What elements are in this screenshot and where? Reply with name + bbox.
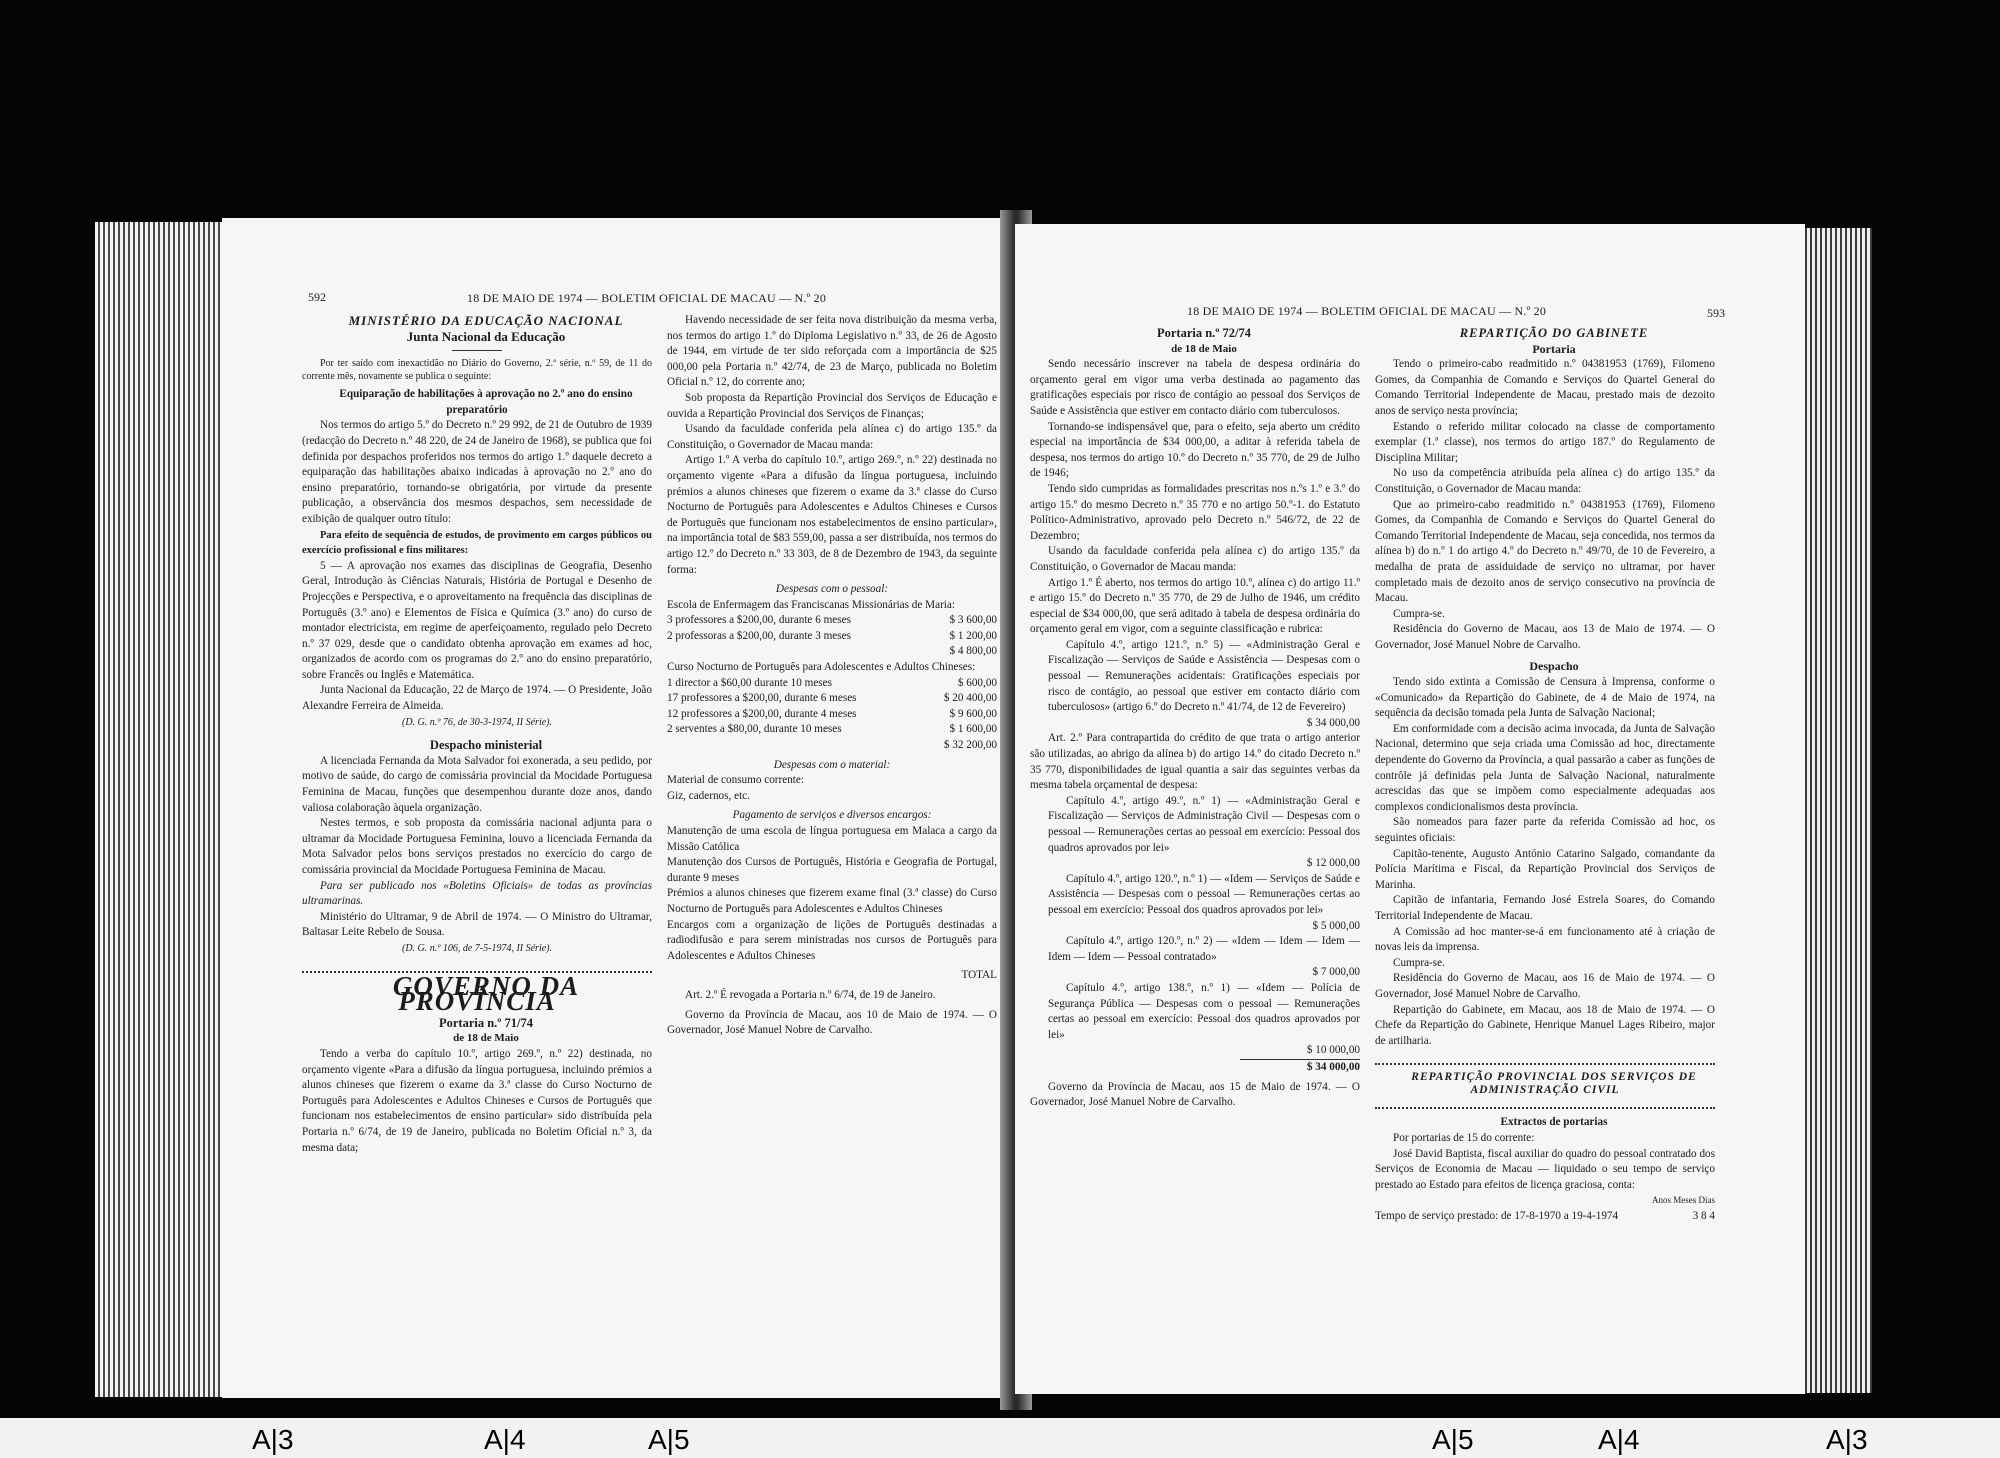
amount: $ 34 000,00 — [1306, 716, 1360, 729]
separator — [1375, 1099, 1715, 1109]
page-number: 592 — [308, 290, 326, 304]
heading: de 18 de Maio — [1171, 342, 1237, 355]
frame-marker: A|4 — [484, 1424, 526, 1455]
frame-marker: A|4 — [1598, 1424, 1640, 1455]
list-item: Manutenção de uma escola de língua portuguesa em Malaca a cargo da Missão Católica — [667, 825, 997, 853]
frame-marker: A|5 — [648, 1424, 690, 1455]
left-column-1 — [302, 313, 652, 1156]
paragraph: Material de consumo corrente: — [667, 774, 804, 787]
heading: Portaria n.º 72/74 — [1156, 326, 1252, 340]
heading: Pagamento de serviços e diversos encargos: — [732, 809, 932, 822]
paragraph: Em conformidade com a decisão acima invocada, da Junta de Salvação Nacional, determino que seja criada uma Comissão ad hoc, directamente dependente do Governo da Província, a qual passarão a caber as funções de contrôle já definidas pela Junta de Salvação Nacional, naturalmente acrescidas das que se impõem como especialmente adequadas aos complexos condicionalismos desta província. — [1375, 722, 1715, 813]
page-edges-left — [95, 222, 225, 1397]
reference: (D. G. n.º 76, de 30-3-1974, II Série). — [401, 716, 552, 728]
amount: $ 10 000,00 — [1306, 1044, 1360, 1057]
table-row: 2 professoras a $200,00, durante 3 meses $ 1 200,00 — [667, 629, 997, 642]
section-heading: REPARTIÇÃO PROVINCIAL DOS SERVIÇOS DE ADMINISTRAÇÃO CIVIL — [1411, 1071, 1697, 1097]
paragraph: Cumpra-se. — [1393, 607, 1445, 620]
paragraph: Havendo necessidade de ser feita nova distribuição da mesma verba, nos termos do artigo 1.º do Diploma Legislativo n.º 33, de 26 de Agosto de 1944, em virtude de ter sido reforçada com a importância de $25 000,00 pela Portaria n.º 42/74, de 23 de Março, publicada no Boletim Oficial n.º 12, do corrente ano; — [667, 314, 997, 389]
paragraph: A Comissão ad hoc manter-se-á em funcionamento até à criação de novas leis da imprensa. — [1375, 925, 1715, 954]
list-item: Prémios a alunos chineses que fizerem exame final (3.ª classe) do Curso Nocturno de Português para Adolescentes e Adultos Chineses — [667, 887, 997, 915]
paragraph: Sob proposta da Repartição Provincial dos Serviços de Educação e ouvida a Repartição Provincial dos Serviços de Finanças; — [667, 391, 997, 420]
budget-item: Capítulo 4.º, artigo 121.º, n.º 5) — «Administração Geral e Fiscalização — Serviços de Saúde e Assistência — Despesas com o pessoal — Remunerações acidentais: Gratificações especiais por risco de contágio, ao pessoal que estiver em contacto diário com tuberculosos» (artigo 6.º do Decreto n.º 41/74, de 12 de Fevereiro) — [1048, 638, 1360, 714]
heading: Portaria — [1532, 341, 1576, 356]
subtotal: $ 4 800,00 — [949, 645, 997, 658]
heading: Despacho ministerial — [429, 738, 543, 753]
paragraph: Tendo o primeiro-cabo readmitido n.º 04381953 (1769), Filomeno Gomes, da Companhia de Comando e Serviços do Quartel General do Comando Territorial Independente de Macau, prestado mais de dezoito anos de serviço nesta província; — [1375, 358, 1715, 417]
paragraph: Art. 2.º Para contrapartida do crédito de que trata o artigo anterior são utilizadas, ao abrigo da alínea b) do artigo 14.º do citado Decreto n.º 35 770, disponibilidades de igual quantia a sair das seguintes verbas da mesma tabela orçamental de despesa: — [1030, 732, 1360, 792]
amount: $ 7 000,00 — [1312, 966, 1360, 979]
heading: Despesas com o pessoal: — [775, 583, 889, 596]
amount: $ 12 000,00 — [1306, 857, 1360, 870]
paragraph: Cumpra-se. — [1393, 956, 1445, 969]
paragraph: Art. 2.º É revogada a Portaria n.º 6/74, de 19 de Janeiro. — [685, 988, 936, 1001]
government-heading: GOVERNO DA PROVÍNCIA — [392, 970, 580, 1017]
column-headings: Anos Meses Dias — [1652, 1195, 1715, 1206]
running-head: 18 DE MAIO DE 1974 — BOLETIM OFICIAL DE MACAU — N.º 20 — [467, 291, 827, 305]
left-page — [222, 218, 1017, 1398]
paragraph: Tendo a verba do capítulo 10.º, artigo 269.º, n.º 22) destinada, no orçamento vigente «Para a difusão da língua portuguesa, incluindo prémios a alunos chineses que fizerem o exame da 3.ª classe do Curso Nocturno de Português para Adolescentes e Adultos Chineses e Cursos de Português que funcionam nos estabelecimentos de ensino particular» sido distribuída pela Portaria n.º 6/74, de 19 de Janeiro, publicada no Boletim Oficial n.º 3, da mesma data; — [302, 1047, 652, 1154]
paragraph: Para ser publicado nos «Boletins Oficiais» de todas as províncias ultramarinas. — [302, 879, 652, 908]
paragraph: São nomeados para fazer parte da referida Comissão ad hoc, os seguintes oficiais: — [1375, 816, 1715, 844]
reference: (D. G. n.º 106, de 7-5-1974, II Série). — [401, 942, 552, 954]
paragraph: Curso Nocturno de Português para Adolescentes e Adultos Chineses: — [667, 661, 976, 674]
budget-item: Capítulo 4.º, artigo 49.º, n.º 1) — «Administração Geral e Fiscalização — Serviços de Administração Civil — Despesas com o pessoal — Remunerações certas ao pessoal em exercício: Pessoal dos quadros aprovados por lei» — [1048, 794, 1360, 854]
paragraph: Tornando-se indispensável que, para o efeito, seja aberto um crédito especial na importância de $34 000,00, a aditar à referida tabela de despesa, nos termos do artigo 10.º do Decreto n.º 35 770, de 29 de Julho de 1946; — [1030, 420, 1360, 480]
paragraph: Usando da faculdade conferida pela alínea c) do artigo 135.º da Constituição, o Governador de Macau manda: — [667, 423, 997, 451]
list-item: Encargos com a organização de lições de Português destinadas a radiodifusão e para serem ministradas nos cursos de Português para Adolescentes e Adultos Chineses — [667, 918, 997, 962]
right-column-1 — [1030, 326, 1360, 1111]
heading: de 18 de Maio — [453, 1032, 519, 1045]
paragraph: Capitão de infantaria, Fernando José Estrela Soares, do Comando Territorial Independente de Macau. — [1375, 894, 1715, 922]
signature-line: Governo da Província de Macau, aos 10 de Maio de 1974. — O Governador, José Manuel Nobre de Carvalho. — [667, 1008, 997, 1037]
heading: Despacho — [1529, 659, 1579, 674]
total-amount: $ 34 000,00 — [1306, 1060, 1360, 1073]
section-heading: Junta Nacional da Educação — [406, 328, 566, 344]
heading: Extractos de portarias — [1500, 1116, 1608, 1129]
running-head: 18 DE MAIO DE 1974 — BOLETIM OFICIAL DE MACAU — N.º 20 — [1187, 304, 1547, 318]
heading: Portaria n.º 71/74 — [438, 1015, 534, 1030]
frame-marker: A|5 — [1432, 1424, 1474, 1455]
paragraph: Nestes termos, e sob proposta da comissária nacional adjunta para o ultramar da Mocidade Portuguesa Feminina, louvo a licenciada Fernanda da Mota Salvador pelos bons serviços prestados no exercício do cargo de comissária provincial da Mocidade Portuguesa Feminina de Macau. — [302, 817, 652, 876]
paragraph: Ministério do Ultramar, 9 de Abril de 1974. — O Ministro do Ultramar, Baltasar Leite Rebelo de Sousa. — [302, 910, 652, 939]
paragraph: Por portarias de 15 do corrente: — [1393, 1131, 1535, 1144]
section-heading: REPARTIÇÃO DO GABINETE — [1459, 326, 1649, 340]
table-row: 12 professores a $200,00, durante 4 meses $ 9 600,00 — [667, 707, 997, 720]
paragraph: Por ter saído com inexactidão no Diário do Governo, 2.ª série, n.º 59, de 11 do corrente mês, novamente se publica o seguinte: — [302, 358, 652, 383]
list-item: Manutenção dos Cursos de Português, História e Geografia de Portugal, durante 9 meses — [667, 856, 997, 884]
paragraph: Escola de Enfermagem das Franciscanas Missionárias de Maria: — [667, 598, 955, 611]
total-label: TOTAL — [961, 969, 997, 982]
subtotal: $ 32 200,00 — [943, 739, 997, 752]
budget-item: Capítulo 4.º, artigo 120.º, n.º 2) — «Idem — Idem — Idem — Idem — Idem — Pessoal contratado» — [1048, 935, 1360, 963]
left-column-2 — [667, 313, 997, 1039]
paragraph: 5 — A aprovação nos exames das disciplinas de Geografia, Desenho Geral, Introdução às Ciências Naturais, História de Portugal e Desenho de Projecções e Perspectiva, e o aproveitamento na frequência das disciplinas de Português (3.º ano) e Elementos de Física e Química (3.º ano) do curso de montador electricista, em regime de aperfeiçoamento, regulado pelo Decreto n.º 37 029, desde que o candidato obtenha aprovação em exames ad hoc, organizados de acordo com os programas do 2.º ano do ensino preparatório, sobre Francês ou Inglês e Matemática. — [302, 559, 652, 681]
budget-item: Capítulo 4.º, artigo 138.º, n.º 1) — «Idem — Polícia de Segurança Pública — Despesas com o pessoal — Remunerações certas ao pessoal em exercício: Pessoal dos quadros aprovados por lei» — [1048, 981, 1360, 1041]
separator — [1375, 1055, 1715, 1065]
paragraph: Estando o referido militar colocado na classe de comportamento exemplar (1.ª classe), nos termos do artigo 187.º do Regulamento de Disciplina Militar; — [1375, 420, 1715, 464]
paragraph: Capitão-tenente, Augusto António Catarino Salgado, comandante da Polícia Marítima e Fiscal, da Repartição Provincial dos Serviços de Marinha. — [1375, 847, 1715, 891]
heading: Despesas com o material: — [773, 758, 891, 771]
paragraph: Nos termos do artigo 5.º do Decreto n.º 29 992, de 21 de Outubro de 1939 (redacção do Decreto n.º 48 220, de 24 de Janeiro de 1968), se publica que foi definida por despachos proferidos nos termos do artigo 1.º daquele decreto a equiparação das habilitações abaixo indicadas à aprovação no 2.º ano do ensino preparatório, tornando-se obrigatória, por virtude da presente publicação, a observância dos mesmos despachos, sem necessidade de exibição de qualquer outro título: — [302, 419, 652, 525]
table-row: 1 director a $60,00 durante 10 meses $ 600,00 — [667, 676, 997, 689]
signature-line: Governo da Província de Macau, aos 15 de Maio de 1974. — O Governador, José Manuel Nobre de Carvalho. — [1030, 1080, 1360, 1109]
budget-item: Capítulo 4.º, artigo 120.º, n.º 1) — «Idem — Serviços de Saúde e Assistência — Despesas com o pessoal — Remunerações certas ao pessoal em exercício: Pessoal dos quadros aprovados por lei» — [1048, 872, 1360, 916]
paragraph: No uso da competência atribuída pela alínea c) do artigo 135.º da Constituição, o Governador de Macau manda: — [1375, 467, 1715, 495]
heading: Equiparação de habilitações à aprovação no 2.º ano do ensino preparatório — [339, 388, 633, 416]
paragraph: Giz, cadernos, etc. — [667, 789, 750, 802]
paragraph: Residência do Governo de Macau, aos 13 de Maio de 1974. — O Governador, José Manuel Nobre de Carvalho. — [1375, 623, 1715, 651]
paragraph: Para efeito de sequência de estudos, de provimento em cargos públicos ou exercício profissional e fins militares: — [302, 529, 652, 557]
paragraph: Artigo 1.º A verba do capítulo 10.º, artigo 269.º, n.º 22) destinada no orçamento vigente «Para a difusão da língua portuguesa, incluindo prémios a alunos chineses que fizerem o exame da 3.ª classe do Curso Nocturno de Português para Adolescentes e Adultos Chineses e Cursos de Português que funcionam nos estabelecimentos de ensino particular», na importância total de $83 559,00, passa a ser distribuída, nos termos do artigo 12.º do Decreto n.º 33 303, de 8 de Dezembro de 1943, da seguinte forma: — [667, 454, 997, 576]
amount: $ 5 000,00 — [1312, 919, 1360, 932]
film-strip — [0, 1418, 2000, 1458]
paragraph: José David Baptista, fiscal auxiliar do quadro do pessoal contratado dos Serviços de Economia de Macau — liquidado o seu tempo de serviço prestado ao Estado para efeitos de licença graciosa, conta: — [1375, 1147, 1715, 1191]
paragraph: Artigo 1.º É aberto, nos termos do artigo 10.º, alínea c) do artigo 11.º e artigo 15.º do Decreto n.º 35 770, de 29 de Julho de 1946, um crédito especial de $34 000,00, que será aditado à tabela de despesa ordinária do orçamento geral em vigor, com a seguinte classificação e rubrica: — [1030, 576, 1360, 636]
page-number: 593 — [1707, 306, 1725, 320]
table-row: 17 professores a $200,00, durante 6 meses $ 20 400,00 — [667, 692, 997, 705]
table-row: Tempo de serviço prestado: de 17-8-1970 a 19-4-1974 3 8 4 — [1375, 1209, 1715, 1222]
paragraph: Junta Nacional da Educação, 22 de Março de 1974. — O Presidente, João Alexandre Ferreira de Almeida. — [302, 684, 652, 713]
paragraph: Usando da faculdade conferida pela alínea c) do artigo 135.º da Constituição, o Governador de Macau manda: — [1030, 545, 1360, 573]
paragraph: Tendo sido cumpridas as formalidades prescritas nos n.ºs 1.º e 3.º do artigo 15.º do mesmo Decreto n.º 35 770 e no artigo 50.º-1. do Estatuto Político-Administrativo, aprovado pelo Decreto n.º 546/72, de 22 de Dezembro; — [1030, 482, 1360, 542]
paragraph: Tendo sido extinta a Comissão de Censura à Imprensa, conforme o «Comunicado» da Repartição do Gabinete, de 4 de Maio de 1974, na sequência da decisão tomada pela Junta de Salvação Nacional; — [1375, 676, 1715, 720]
paragraph: Residência do Governo de Macau, aos 16 de Maio de 1974. — O Governador, José Manuel Nobre de Carvalho. — [1375, 972, 1715, 1000]
table-row: 2 serventes a $80,00, durante 10 meses $ 1 600,00 — [667, 723, 997, 736]
table-row: 3 professores a $200,00, durante 6 meses $ 3 600,00 — [667, 614, 997, 627]
frame-marker: A|3 — [252, 1424, 294, 1455]
paragraph: Repartição do Gabinete, em Macau, aos 18 de Maio de 1974. — O Chefe da Repartição do Gabinete, Henrique Manuel Lages Ribeiro, major de artilharia. — [1375, 1003, 1715, 1047]
paragraph: Sendo necessário inscrever na tabela de despesa ordinária do orçamento geral em vigor uma verba destinada ao pagamento das gratificações especiais por risco de contágio ao pessoal dos Serviços de Saúde e Assistência que estiver em contacto diário com tuberculosos. — [1030, 358, 1360, 417]
paragraph: A licenciada Fernanda da Mota Salvador foi exonerada, a seu pedido, por motivo de saúde, do cargo de comissária provincial da Mocidade Portuguesa Feminina de Macau, funções que desempenhou durante doze anos, dando valiosa colaboração àquela organização. — [302, 754, 652, 814]
right-page — [1015, 224, 1805, 1394]
frame-marker: A|3 — [1826, 1424, 1868, 1455]
ministry-heading: MINISTÉRIO DA EDUCAÇÃO NACIONAL — [348, 313, 624, 328]
right-column-2 — [1375, 326, 1715, 1224]
paragraph: Que ao primeiro-cabo readmitido n.º 04381953 (1769), Filomeno Gomes, da Companhia de Comando e Serviços do Quartel General do Comando Territorial Independente de Macau, seja concedida, nos termos da alínea b) do n.º 1 do artigo 4.º do Decreto n.º 49/70, de 10 de Fevereiro, a medalha de prata de assiduidade de serviço no ultramar, por haver completado mais de dezoito anos de serviço consecutivo na província de Macau. — [1375, 498, 1715, 605]
